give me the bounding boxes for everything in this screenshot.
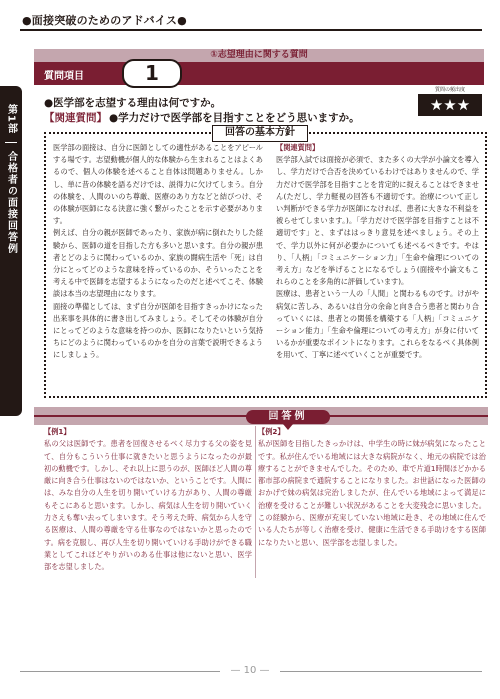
footer-rule-right [280, 671, 482, 672]
frequency-rating [418, 86, 482, 116]
side-tab [0, 86, 22, 416]
star-rating-icon: ★★★ [418, 94, 482, 116]
example-1 [44, 426, 252, 574]
example-2-text: 私が医師を目指したきっかけは、中学生の時に妹が病気になったことです。私が住んでいる地域には大きな病院がなく、地元の病院では治療することができませんでした。そのため、車で片道1時間ほどかかる都市部の病院まで通院することになりました。お世話になった医師のおかげで妹の病気は完治しましたが、住んでいる地域によって満足に治療を受けることが難しい状況があることを大変残念に思いました。この経験から、医療が充実していない地域に赴き、その地域に住んでいる人たちが等しく治療を受け、健康に生活できる手助けをする医師になりたいと思い、医学部を志望しました。 [258, 439, 486, 547]
basic-policy-left-column [53, 142, 263, 362]
example-2 [258, 426, 486, 549]
example-1-title: 【例1】 [44, 427, 71, 436]
example-2-title: 【例2】 [258, 427, 285, 436]
page-number: — 10 — [230, 665, 270, 676]
basic-policy-right-column [276, 142, 479, 362]
question-number-badge: 1 [122, 59, 182, 88]
question-category-ribbon [34, 49, 484, 62]
related-question-tag: 【関連質問】 [276, 143, 320, 152]
example-1-text: 私の父は医師です。患者を回復させるべく尽力する父の姿を見て、自分もこういう仕事に就きたいと思うようになったのが最初の動機です。しかし、それ以上に思うのが、医師ほど人間の尊厳に向き合う仕事はないのではないか、ということです。人間には、みな自分の人生を切り開いていける力があり、人間の尊厳もそこにあると思います。しかし、病気は人生を切り開いていく力さえも奪い去ってしまいます。そう考えた時、病気から人を守る医療は、人間の尊厳を守る仕事なのではないかと思ったのです。病を克服し、再び人生を切り開いていける手助けができる職業としてこれほどやりがいのある仕事は他にないと思い、医学部を志望しました。 [44, 439, 252, 572]
header-title: ●面接突破のためのアドバイス● [22, 14, 187, 27]
basic-policy-paragraph: 面接の準備としては、まず自分が医師を目指すきっかけになった出来事を具体的に書き出してみましょう。そしてその体験が自分にとってどのような意味を持つのか、医師になりたいという気持ちにどのように関わっているのかを自分の言葉で説明できるようにしましょう。 [53, 301, 263, 360]
header-rule [20, 29, 482, 31]
question-category-label: ①志望理由に関する質問 [210, 50, 308, 60]
examples-heading: 回答例 [246, 410, 330, 424]
related-question-text: ●学力だけで医学部を目指すことをどう思いますか。 [109, 112, 360, 124]
main-question: ●医学部を志望する理由は何ですか。 [44, 97, 222, 109]
basic-policy-paragraph: 医学部入試では面接が必須で、また多くの大学が小論文を導入し、学力だけで合否を決めているわけではありませんので、学力だけで医学部を目指すことを肯定的に捉えることはできません(ただし、学力軽視の回答も不適切です。治療について正しい判断ができる学力が医師になければ、患者に大きな不利益を被らせてしまいます。)。「学力だけで医学部を目指すことは不適切です」と、まずははっきり意見を述べましょう。その上で、学力以外に何が必要かについても述べるべきです。やはり、「人柄」「コミュニケーション力」「生命や倫理についての考え方」などを挙げることになるでしょう(面接や小論文もこれらのことを多角的に評価しています)。 [276, 155, 479, 287]
examples-divider [255, 426, 256, 578]
question-item-label: 質問項目 [44, 71, 84, 82]
examples-band [34, 407, 488, 425]
related-question-tag: 【関連質問】 [44, 112, 107, 124]
side-caption: 合格者の面接回答例 [5, 150, 17, 255]
related-question [44, 110, 360, 125]
basic-policy-paragraph: 例えば、自分の親が医師であったり、家族が病に倒れたりした経験から、医師の道を目指した方も多いと思います。自分の親が患者とどのように関わっているのか、家族の闘病生活や「死」は自分にとってどのような意味を持っているのか、そういったことを考える中で医師を志望するようになったのだと述べてこそ、体験談は本当の志望理由になります。 [53, 228, 263, 299]
side-divider [5, 142, 17, 143]
basic-policy-heading: 回答の基本方針 [212, 125, 308, 142]
frequency-label: 質問の頻出度 [434, 87, 465, 93]
question-item-bar [34, 62, 484, 85]
basic-policy-paragraph: 医療は、患者という一人の「人間」と関わるものです。けがや病気に苦しみ、あるいは自分の余命と向き合う患者と関わり合っていくには、患者との関係を構築する「人柄」「コミュニケーション能力」「生命や倫理についての考え方」が身に付いているかが重要なポイントになります。これらをなるべく具体例を用いて、丁寧に述べていくことが重要です。 [276, 289, 479, 360]
footer-rule-left [20, 671, 220, 672]
side-part-label: 第1部 [5, 104, 17, 134]
basic-policy-paragraph: 医学部の面接は、自分に医師としての適性があることをアピールする場です。志望動機が個人的な体験から生まれることはよくあるので、個人の体験を述べること自体は問題ありません。しかし、単に昔の体験を語るだけでは、説得力に欠けてしまう。自分の体験を、人間のいのち尊厳、医療のあり方などと結びつけ、その体験が医師になる決意に強く繋がったことを示す必要があります。 [53, 143, 263, 226]
